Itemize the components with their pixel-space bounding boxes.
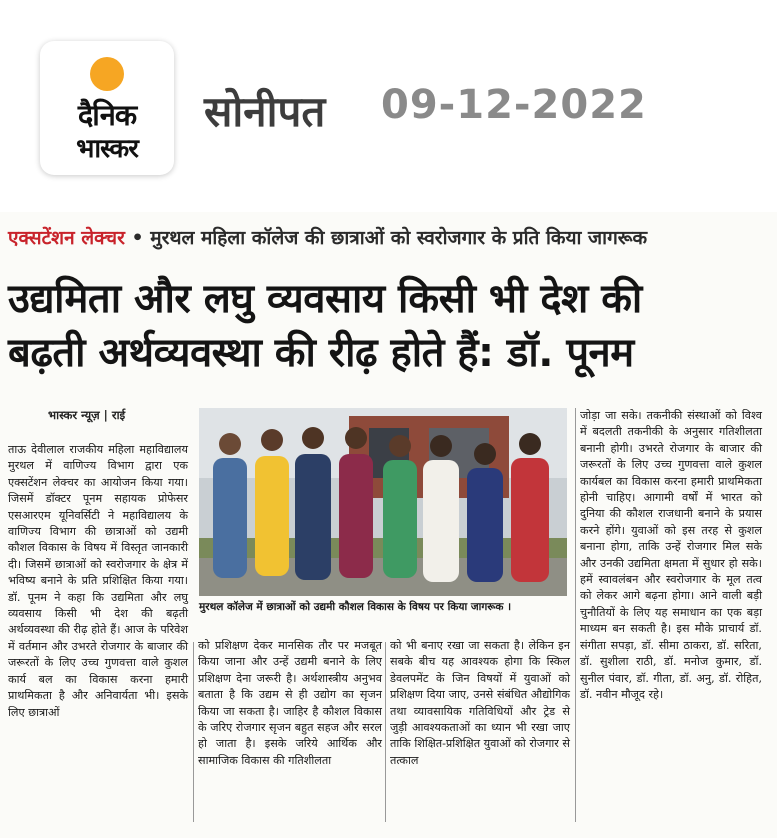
article-column-1 [8, 442, 188, 721]
column-divider [385, 642, 386, 822]
photo-caption: मुरथल कॉलेज में छात्राओं को उद्यमी कौशल विकास के विषय पर किया जागरूक । [199, 601, 512, 613]
article-headline [8, 272, 768, 380]
kicker-label: एक्सटेंशन लेक्चर [8, 227, 125, 249]
column-divider [575, 408, 576, 822]
logo-text-line1: दैनिक [77, 98, 137, 132]
adjacent-column-edge [768, 228, 777, 828]
city-name: सोनीपत [204, 87, 326, 136]
article-column-3 [390, 638, 570, 769]
headline-line1: उद्यमिता और लघु व्यवसाय किसी भी देश की [8, 276, 642, 322]
article-column-2 [198, 638, 382, 769]
kicker-text: • मुरथल महिला कॉलेज की छात्राओं को स्वरोजगार के प्रति किया जागरूक [124, 227, 648, 249]
dainik-bhaskar-logo [40, 41, 174, 175]
column-1-text: ताऊ देवीलाल राजकीय महिला महाविद्यालय मुरथल में वाणिज्य विभाग द्वारा एक एक्सटेंशन लेक्चर का आयोजन किया गया। जिसमें डॉक्टर पूनम सहायक प्रोफेसर एसआरएम यूनिवर्सिटी ने महाविद्यालय के वाणिज्य विभाग की छात्राओं को उद्यमी कौशल विकास के विषय में विस्तृत जानकारी दी। जिसमें छात्राओं को स्वरोजगार के क्षेत्र में भविष्य बनाने के प्रति प्रशिक्षित किया गया। डॉ. पूनम ने कहा कि उद्यमिता और लघु व्यवसाय किसी भी देश की बढ़ती अर्थव्यवस्था की रीढ़ होते हैं। आज के परिवेश में वर्तमान और उभरते रोजगार के बाजार की जरूरतों के लिए उच्च गुणवत्ता वाले कुशल कार्य बल का विकास करना हमारी प्राथमिकता है और अनिवार्यता भी। इसके लिए छात्राओं [8, 443, 188, 719]
article-column-4 [580, 408, 762, 703]
article-byline: भास्कर न्यूज़ | राई [48, 408, 126, 422]
logo-text-line2: भास्कर [76, 134, 138, 164]
article-kicker [8, 224, 647, 250]
column-divider [193, 642, 194, 822]
headline-line2: बढ़ती अर्थव्यवस्था की रीढ़ होते हैं: डॉ. पूनम [8, 330, 634, 376]
publication-date: 09-12-2022 [381, 82, 647, 128]
page-header [0, 0, 777, 205]
sun-logo-icon [90, 57, 124, 91]
group-photo-illustration [199, 408, 567, 596]
article-photo [199, 408, 567, 596]
column-4-text: जोड़ा जा सके। तकनीकी संस्थाओं को विश्व में बदलती तकनीकी के अनुसार गतिशीलता बनानी होगी। उभरते रोजगार के बाजार की जरूरतों के लिए उच्च गुणवत्ता वाले कुशल कार्यबल का विकास करना हमारी प्राथमिकता होनी चाहिए। आगामी वर्षों में भारत को दुनिया की कौशल राजधानी बनाने के प्रयास करने होंगे। युवाओं को इस तरह से कुशल बनाना होगा, ताकि उन्हें रोजगार मिल सके और उनकी उद्यमिता क्षमता में सुधार हो सके। हमें स्वावलंबन और स्वरोजगार के मूल तत्व को लेकर आगे बढ़ना होगा। आने वाली बड़ी चुनौतियों के लिए यह समाधान का एक बड़ा माध्यम बन सकती है। इस मौके प्राचार्य डॉ. संगीता सपड़ा, डॉ. सीमा ठाकरा, डॉ. सरिता, डॉ. सुशीला राठी, डॉ. मनोज कुमार, डॉ. सुनील पंवार, डॉ. गीता, डॉ. अनु, डॉ. रोहित, डॉ. नवीन मौजूद रहे। [580, 409, 762, 701]
newspaper-clipping [0, 212, 777, 838]
column-3-text: को भी बनाए रखा जा सकता है। लेकिन इन सबके बीच यह आवश्यक होगा कि स्किल डेवलपमेंट के जिन विषयों में युवाओं को प्रशिक्षण दिया जाए, उनसे संबंधित औद्योगिक तथा व्यावसायिक गतिविधियों और ट्रेड से जुड़ी आवश्यकताओं का ध्यान भी रखा जाए ताकि शिक्षित-प्रशिक्षित युवाओं को रोजगार से तत्काल [390, 639, 570, 767]
column-2-text: को प्रशिक्षण देकर मानसिक तौर पर मजबूत किया जाना और उन्हें उद्यमी बनाने के लिए प्रशिक्षण देना जरूरी है। अर्थशास्त्रीय अनुभव बताता है कि उद्यम से ही उद्योग का सृजन किया जा सकता है। जाहिर है कौशल विकास के जरिए रोजगार सृजन बहुत सहज और सरल हो जाता है। इसके जरिये आर्थिक और सामाजिक विकास की गतिशीलता [198, 639, 382, 767]
